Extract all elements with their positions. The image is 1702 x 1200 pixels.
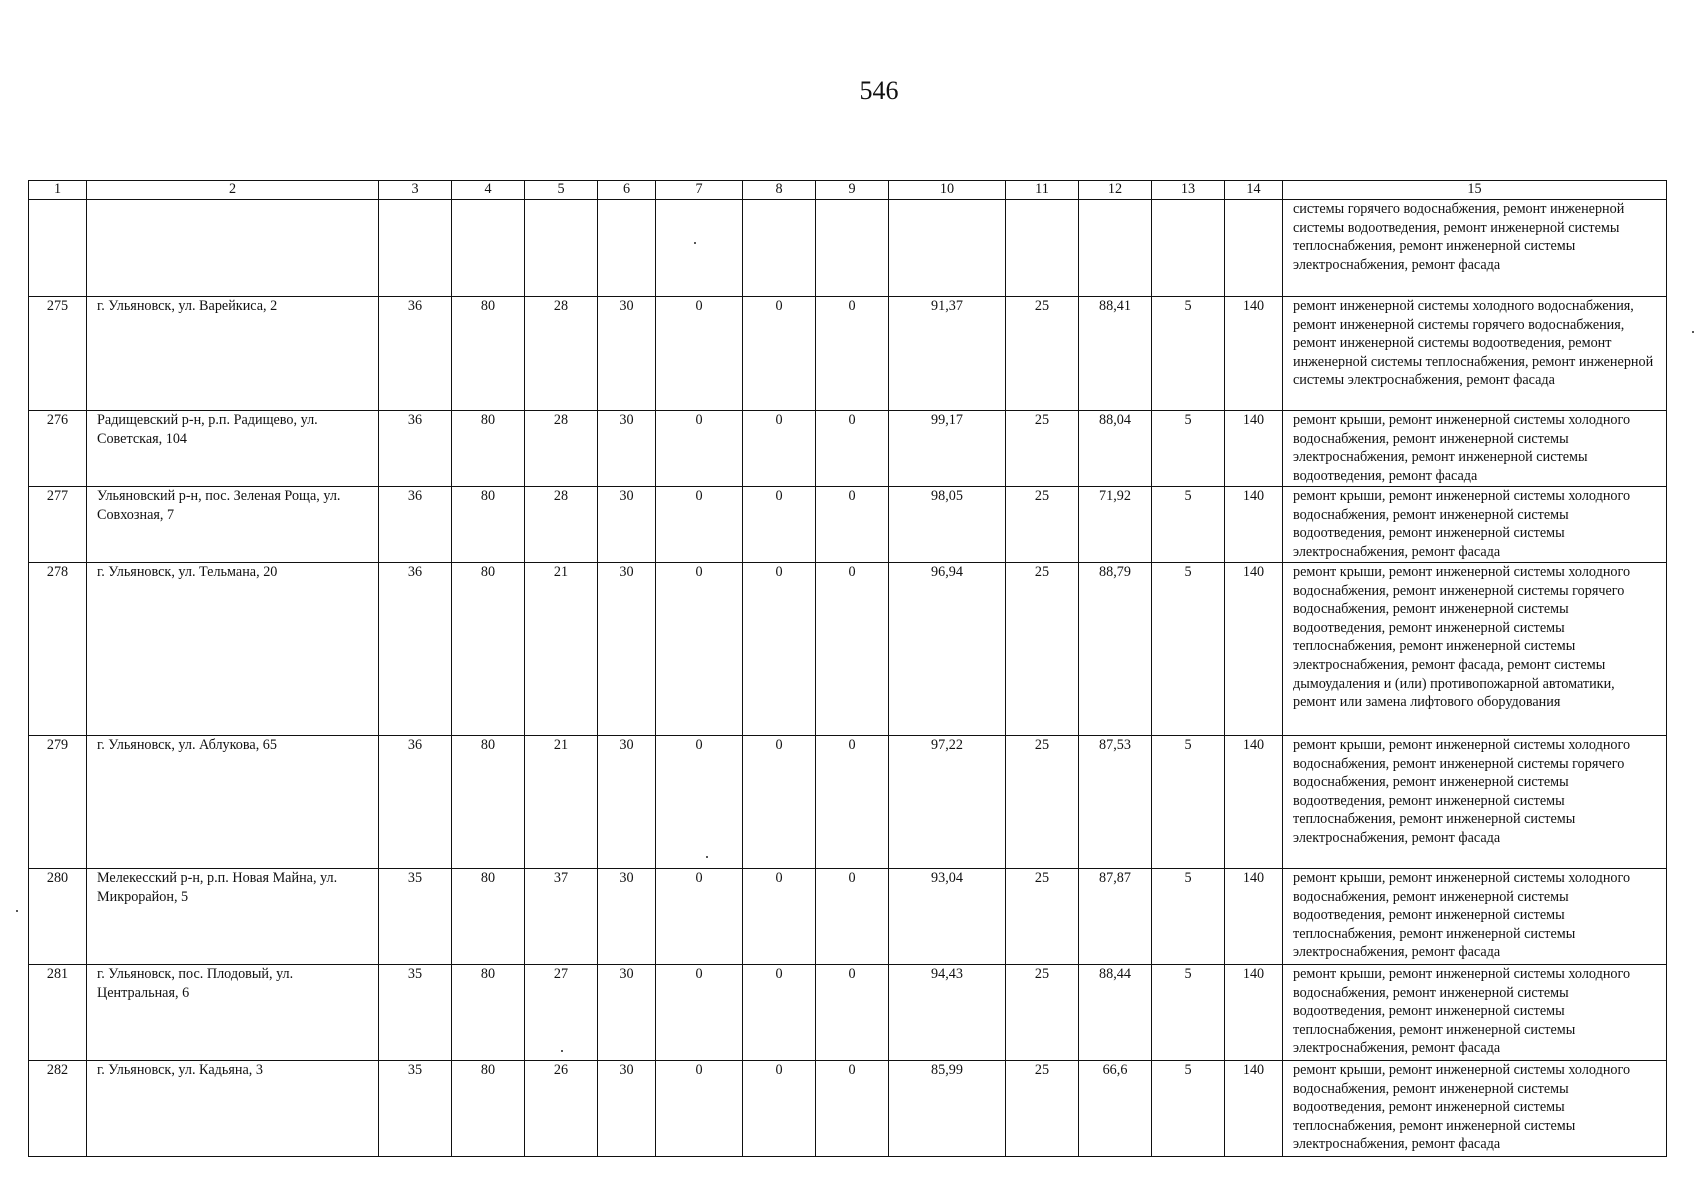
works-cell: ремонт инженерной системы холодного водоснабжения, ремонт инженерной системы горячего водоснабжения, ремонт инженерной системы водоотведения, ремонт инженерной системы теплоснабжения, ремонт инженерной системы электроснабжения, ремонт фасада xyxy=(1283,297,1667,411)
column-header: 9 xyxy=(816,181,889,200)
value-cell-c4: 80 xyxy=(452,736,525,869)
value-cell-c14: 140 xyxy=(1225,736,1283,869)
value-cell-c12: 66,6 xyxy=(1079,1061,1152,1157)
value-cell-c11: 25 xyxy=(1006,736,1079,869)
value-cell-c4: 80 xyxy=(452,1061,525,1157)
value-cell-c3: 35 xyxy=(379,965,452,1061)
value-cell-c12: 88,04 xyxy=(1079,411,1152,487)
value-cell-c6: 30 xyxy=(598,736,656,869)
value-cell-c7: 0 xyxy=(656,411,743,487)
value-cell-c5: 27 xyxy=(525,965,598,1061)
value-cell-c10: 93,04 xyxy=(889,869,1006,965)
column-header: 14 xyxy=(1225,181,1283,200)
table-row xyxy=(29,297,1667,411)
value-cell-c8: 0 xyxy=(743,965,816,1061)
scan-speck xyxy=(1692,331,1694,333)
value-cell-c10: 98,05 xyxy=(889,487,1006,563)
value-cell-c14: 140 xyxy=(1225,411,1283,487)
address-cell: Ульяновский р-н, пос. Зеленая Роща, ул. Совхозная, 7 xyxy=(87,487,379,563)
scan-speck xyxy=(694,242,696,244)
value-cell-c12: 88,44 xyxy=(1079,965,1152,1061)
table-row xyxy=(29,563,1667,736)
table-row xyxy=(29,965,1667,1061)
row-number-cell: 276 xyxy=(29,411,87,487)
value-cell-c11: 25 xyxy=(1006,487,1079,563)
continuation-row xyxy=(29,200,1667,297)
value-cell-c3: 36 xyxy=(379,736,452,869)
works-cell: ремонт крыши, ремонт инженерной системы холодного водоснабжения, ремонт инженерной системы водоотведения, ремонт инженерной системы теплоснабжения, ремонт инженерной системы электроснабжения, ремонт фасада xyxy=(1283,1061,1667,1157)
scan-speck xyxy=(706,856,708,858)
value-cell-c11: 25 xyxy=(1006,297,1079,411)
value-cell-c8: 0 xyxy=(743,736,816,869)
value-cell-c11: 25 xyxy=(1006,563,1079,736)
column-header: 8 xyxy=(743,181,816,200)
value-cell-c8: 0 xyxy=(743,411,816,487)
value-cell-c12: 71,92 xyxy=(1079,487,1152,563)
value-cell-c14: 140 xyxy=(1225,1061,1283,1157)
row-number-cell: 275 xyxy=(29,297,87,411)
value-cell-c10: 97,22 xyxy=(889,736,1006,869)
value-cell-c6: 30 xyxy=(598,563,656,736)
value-cell-c6: 30 xyxy=(598,411,656,487)
value-cell-c5: 37 xyxy=(525,869,598,965)
row-number-cell: 282 xyxy=(29,1061,87,1157)
value-cell-c7: 0 xyxy=(656,965,743,1061)
value-cell-c13: 5 xyxy=(1152,411,1225,487)
table-row xyxy=(29,736,1667,869)
value-cell-c6: 30 xyxy=(598,965,656,1061)
value-cell-c4: 80 xyxy=(452,411,525,487)
value-cell-c4: 80 xyxy=(452,563,525,736)
address-cell: г. Ульяновск, ул. Варейкиса, 2 xyxy=(87,297,379,411)
value-cell-c14: 140 xyxy=(1225,965,1283,1061)
value-cell-c9: 0 xyxy=(816,736,889,869)
value-cell-c13: 5 xyxy=(1152,297,1225,411)
works-cell: ремонт крыши, ремонт инженерной системы холодного водоснабжения, ремонт инженерной системы горячего водоснабжения, ремонт инженерной системы водоотведения, ремонт инженерной системы теплоснабжения, ремонт инженерной системы электроснабжения, ремонт фасада, ремонт системы дымоудаления и (или) противопожарной автоматики, ремонт или замена лифтового оборудования xyxy=(1283,563,1667,736)
column-header: 11 xyxy=(1006,181,1079,200)
value-cell-c9: 0 xyxy=(816,869,889,965)
value-cell-c3: 36 xyxy=(379,297,452,411)
column-header: 12 xyxy=(1079,181,1152,200)
value-cell-c13: 5 xyxy=(1152,965,1225,1061)
works-cell: ремонт крыши, ремонт инженерной системы холодного водоснабжения, ремонт инженерной системы горячего водоснабжения, ремонт инженерной системы водоотведения, ремонт инженерной системы теплоснабжения, ремонт инженерной системы электроснабжения, ремонт фасада xyxy=(1283,736,1667,869)
value-cell-c6: 30 xyxy=(598,869,656,965)
scan-speck xyxy=(16,910,18,912)
value-cell-c10: 99,17 xyxy=(889,411,1006,487)
address-cell: г. Ульяновск, пос. Плодовый, ул. Центральная, 6 xyxy=(87,965,379,1061)
column-header: 4 xyxy=(452,181,525,200)
value-cell-c6: 30 xyxy=(598,297,656,411)
row-number-cell: 277 xyxy=(29,487,87,563)
works-cell: ремонт крыши, ремонт инженерной системы холодного водоснабжения, ремонт инженерной системы водоотведения, ремонт инженерной системы теплоснабжения, ремонт инженерной системы электроснабжения, ремонт фасада xyxy=(1283,965,1667,1061)
value-cell-c9: 0 xyxy=(816,965,889,1061)
column-header: 6 xyxy=(598,181,656,200)
value-cell-c10: 96,94 xyxy=(889,563,1006,736)
value-cell-c12: 88,79 xyxy=(1079,563,1152,736)
page-number: 546 xyxy=(859,76,899,105)
value-cell-c8: 0 xyxy=(743,1061,816,1157)
value-cell-c11: 25 xyxy=(1006,965,1079,1061)
value-cell-c7: 0 xyxy=(656,487,743,563)
column-header: 3 xyxy=(379,181,452,200)
value-cell-c7: 0 xyxy=(656,736,743,869)
value-cell-c4: 80 xyxy=(452,965,525,1061)
value-cell-c7: 0 xyxy=(656,1061,743,1157)
column-header: 1 xyxy=(29,181,87,200)
value-cell-c10: 91,37 xyxy=(889,297,1006,411)
address-cell: г. Ульяновск, ул. Тельмана, 20 xyxy=(87,563,379,736)
column-header: 5 xyxy=(525,181,598,200)
table-row xyxy=(29,487,1667,563)
address-cell: г. Ульяновск, ул. Кадьяна, 3 xyxy=(87,1061,379,1157)
value-cell-c14: 140 xyxy=(1225,297,1283,411)
value-cell-c12: 88,41 xyxy=(1079,297,1152,411)
table-row xyxy=(29,869,1667,965)
value-cell-c5: 28 xyxy=(525,411,598,487)
value-cell-c6: 30 xyxy=(598,487,656,563)
value-cell-c5: 28 xyxy=(525,487,598,563)
value-cell-c8: 0 xyxy=(743,487,816,563)
column-header: 13 xyxy=(1152,181,1225,200)
value-cell-c10: 85,99 xyxy=(889,1061,1006,1157)
value-cell-c13: 5 xyxy=(1152,736,1225,869)
value-cell-c3: 36 xyxy=(379,487,452,563)
value-cell-c12: 87,87 xyxy=(1079,869,1152,965)
value-cell-c3: 36 xyxy=(379,411,452,487)
table-body xyxy=(29,297,1667,1157)
value-cell-c4: 80 xyxy=(452,297,525,411)
column-header: 2 xyxy=(87,181,379,200)
address-cell: г. Ульяновск, ул. Аблукова, 65 xyxy=(87,736,379,869)
row-number-cell: 281 xyxy=(29,965,87,1061)
row-number-cell: 278 xyxy=(29,563,87,736)
value-cell-c4: 80 xyxy=(452,869,525,965)
value-cell-c12: 87,53 xyxy=(1079,736,1152,869)
value-cell-c3: 35 xyxy=(379,869,452,965)
value-cell-c5: 21 xyxy=(525,736,598,869)
value-cell-c7: 0 xyxy=(656,869,743,965)
value-cell-c8: 0 xyxy=(743,297,816,411)
value-cell-c3: 35 xyxy=(379,1061,452,1157)
value-cell-c4: 80 xyxy=(452,487,525,563)
address-cell: Радищевский р-н, р.п. Радищево, ул. Советская, 104 xyxy=(87,411,379,487)
table-row xyxy=(29,411,1667,487)
value-cell-c9: 0 xyxy=(816,487,889,563)
value-cell-c14: 140 xyxy=(1225,563,1283,736)
value-cell-c10: 94,43 xyxy=(889,965,1006,1061)
works-cell: ремонт крыши, ремонт инженерной системы холодного водоснабжения, ремонт инженерной системы водоотведения, ремонт инженерной системы теплоснабжения, ремонт инженерной системы электроснабжения, ремонт фасада xyxy=(1283,869,1667,965)
column-header: 15 xyxy=(1283,181,1667,200)
value-cell-c9: 0 xyxy=(816,1061,889,1157)
value-cell-c11: 25 xyxy=(1006,411,1079,487)
value-cell-c13: 5 xyxy=(1152,487,1225,563)
value-cell-c11: 25 xyxy=(1006,1061,1079,1157)
address-cell: Мелекесский р-н, р.п. Новая Майна, ул. Микрорайон, 5 xyxy=(87,869,379,965)
value-cell-c7: 0 xyxy=(656,297,743,411)
row-number-cell: 279 xyxy=(29,736,87,869)
value-cell-c7: 0 xyxy=(656,563,743,736)
value-cell-c5: 26 xyxy=(525,1061,598,1157)
row-number-cell: 280 xyxy=(29,869,87,965)
value-cell-c8: 0 xyxy=(743,563,816,736)
value-cell-c11: 25 xyxy=(1006,869,1079,965)
value-cell-c13: 5 xyxy=(1152,1061,1225,1157)
works-cell: ремонт крыши, ремонт инженерной системы холодного водоснабжения, ремонт инженерной системы водоотведения, ремонт инженерной системы электроснабжения, ремонт фасада xyxy=(1283,487,1667,563)
column-number-row xyxy=(29,181,1667,200)
value-cell-c9: 0 xyxy=(816,297,889,411)
works-cell: ремонт крыши, ремонт инженерной системы холодного водоснабжения, ремонт инженерной системы электроснабжения, ремонт инженерной системы водоотведения, ремонт фасада xyxy=(1283,411,1667,487)
repair-program-table xyxy=(28,180,1667,1157)
value-cell-c14: 140 xyxy=(1225,869,1283,965)
value-cell-c14: 140 xyxy=(1225,487,1283,563)
value-cell-c5: 21 xyxy=(525,563,598,736)
value-cell-c8: 0 xyxy=(743,869,816,965)
value-cell-c5: 28 xyxy=(525,297,598,411)
value-cell-c9: 0 xyxy=(816,563,889,736)
value-cell-c3: 36 xyxy=(379,563,452,736)
value-cell-c9: 0 xyxy=(816,411,889,487)
value-cell-c6: 30 xyxy=(598,1061,656,1157)
value-cell-c13: 5 xyxy=(1152,869,1225,965)
column-header: 7 xyxy=(656,181,743,200)
scan-speck xyxy=(561,1050,563,1052)
works-cell: системы горячего водоснабжения, ремонт инженерной системы водоотведения, ремонт инженерной системы теплоснабжения, ремонт инженерной системы электроснабжения, ремонт фасада xyxy=(1283,200,1667,297)
column-header: 10 xyxy=(889,181,1006,200)
table-row xyxy=(29,1061,1667,1157)
value-cell-c13: 5 xyxy=(1152,563,1225,736)
